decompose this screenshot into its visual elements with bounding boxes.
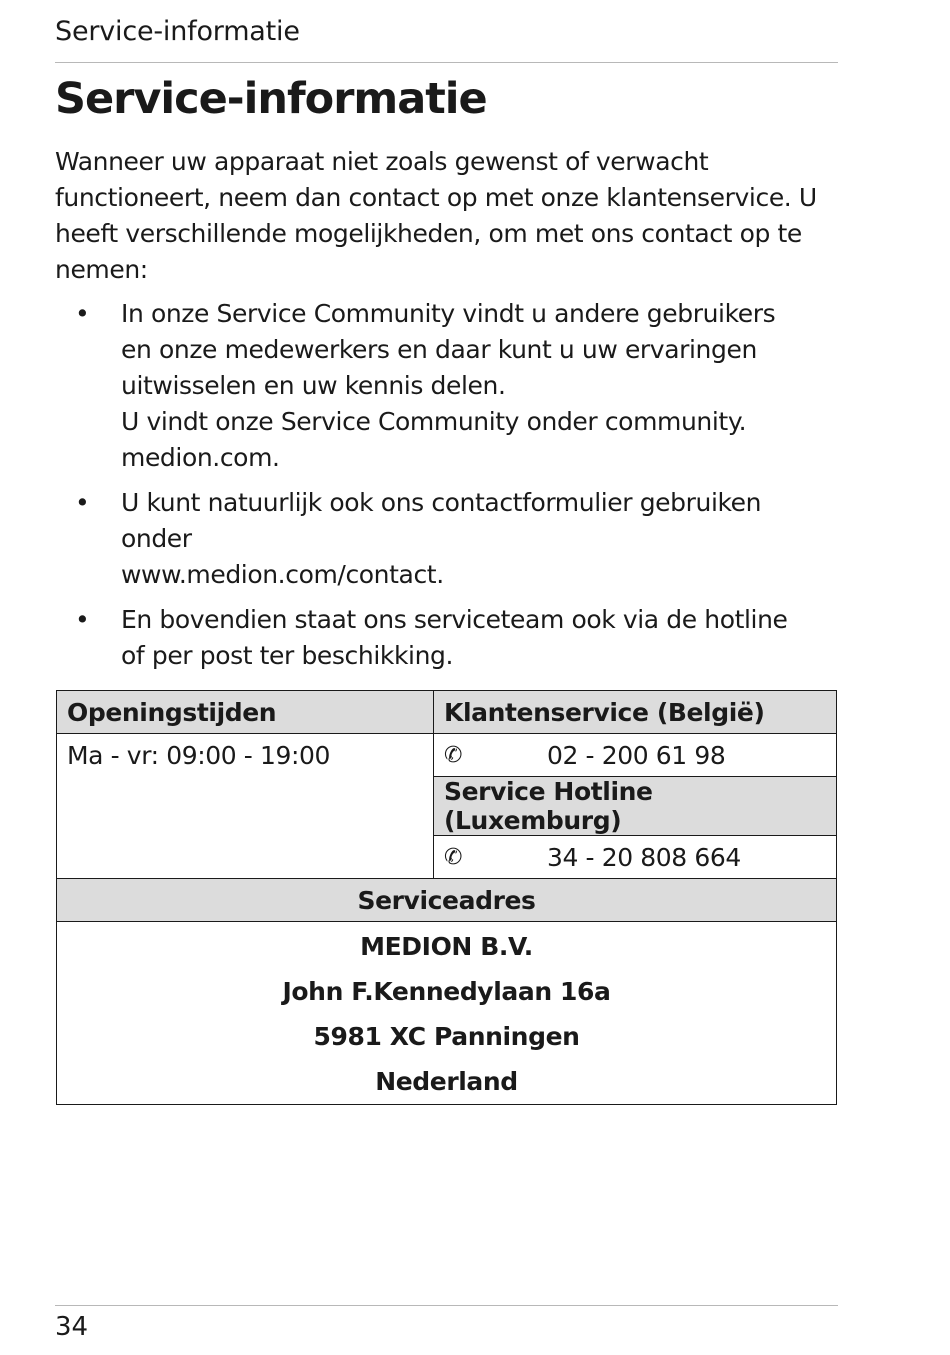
page-title: Service-informatie: [55, 74, 487, 124]
list-item-line: www.medion.com/contact.: [121, 560, 444, 589]
intro-line: nemen:: [55, 255, 148, 284]
list-item-line: U kunt natuurlijk ook ons contactformulier gebruiken: [121, 488, 762, 517]
list-item-line: U vindt onze Service Community onder community.: [121, 407, 747, 436]
address-country: Nederland: [57, 1059, 837, 1105]
address-company: MEDION B.V.: [57, 922, 837, 970]
luxembourg-phone-cell: [434, 836, 837, 879]
luxembourg-hotline-header: Service Hotline (Luxemburg): [434, 777, 837, 836]
list-item-contact-form: [55, 485, 845, 593]
footer-divider: [55, 1305, 838, 1306]
list-item-line: of per post ter beschikking.: [121, 641, 454, 670]
phone-icon: ✆: [444, 844, 463, 870]
list-item-line: medion.com.: [121, 443, 280, 472]
list-item-line: In onze Service Community vindt u andere gebruikers: [121, 299, 776, 328]
service-contact-table: [56, 690, 837, 1105]
bullet-marker: •: [75, 299, 90, 328]
running-header: Service-informatie: [55, 16, 300, 47]
intro-line: Wanneer uw apparaat niet zoals gewenst of verwacht: [55, 147, 709, 176]
phone-icon: ✆: [444, 742, 463, 768]
bullet-marker: •: [75, 488, 90, 517]
address-city: 5981 XC Panningen: [57, 1014, 837, 1059]
header-divider: [55, 62, 838, 63]
service-address-header: Serviceadres: [57, 879, 837, 922]
intro-line: functioneert, neem dan contact op met onze klantenservice. U: [55, 183, 817, 212]
belgium-phone-number: 02 - 200 61 98: [547, 740, 726, 770]
list-item-hotline: [55, 602, 845, 674]
contact-options-list: [55, 296, 845, 683]
luxembourg-phone-number: 34 - 20 808 664: [547, 842, 741, 872]
belgium-phone-cell: [434, 734, 837, 777]
list-item-line: onder: [121, 524, 192, 553]
page-number: 34: [55, 1312, 89, 1342]
opening-hours-value: Ma - vr: 09:00 - 19:00: [57, 734, 434, 879]
bullet-marker: •: [75, 605, 90, 634]
belgium-service-header: Klantenservice (België): [434, 691, 837, 734]
list-item-line: uitwisselen en uw kennis delen.: [121, 371, 506, 400]
address-street: John F.Kennedylaan 16a: [57, 969, 837, 1014]
list-item-line: en onze medewerkers en daar kunt u uw ervaringen: [121, 335, 757, 364]
list-item-community: [55, 296, 845, 476]
intro-paragraph: [55, 144, 845, 288]
intro-line: heeft verschillende mogelijkheden, om met ons contact op te: [55, 219, 802, 248]
opening-hours-header: Openingstijden: [57, 691, 434, 734]
list-item-line: En bovendien staat ons serviceteam ook via de hotline: [121, 605, 788, 634]
